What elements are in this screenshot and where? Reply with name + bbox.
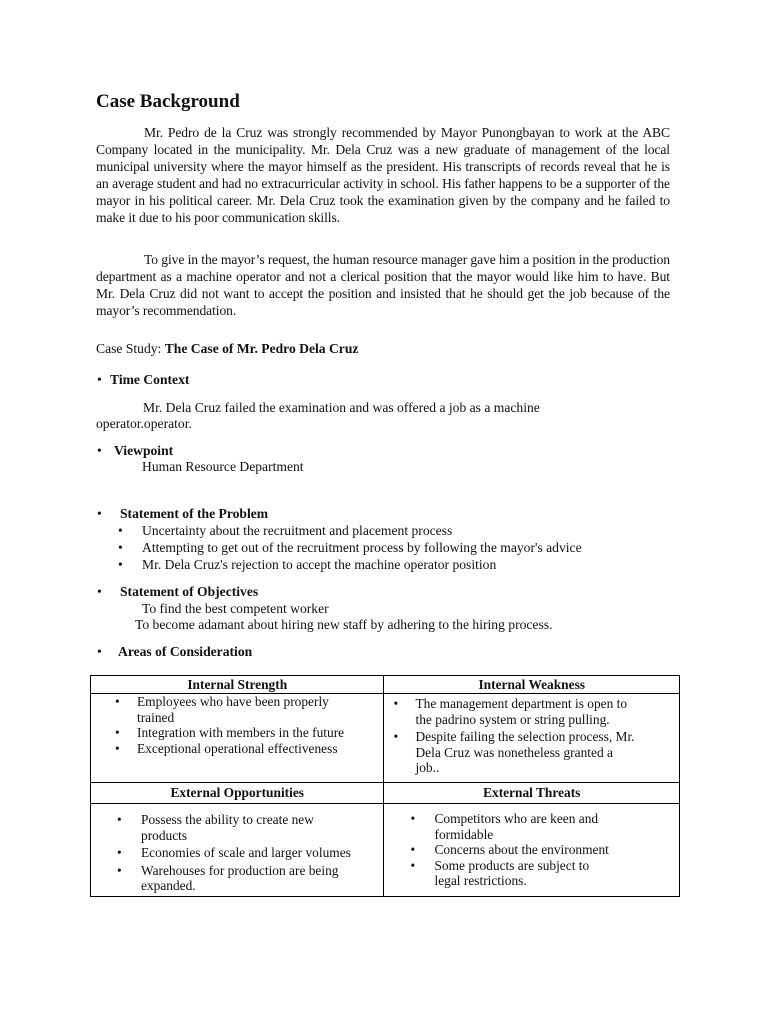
swot-item-text: Economies of scale and larger volumes <box>141 845 351 861</box>
threats-cell <box>384 804 680 897</box>
viewpoint-value: Human Resource Department <box>142 459 304 474</box>
case-study-title: The Case of Mr. Pedro Dela Cruz <box>164 341 359 356</box>
objective-item: To become adamant about hiring new staff by adhering to the hiring process. <box>135 617 553 632</box>
swot-item-text: Some products are subject to <box>434 857 590 873</box>
consideration-label: Areas of Consideration <box>118 644 253 659</box>
threats-header: External Threats <box>384 783 680 804</box>
strength-header: Internal Strength <box>91 676 384 694</box>
swot-list-item <box>91 741 383 757</box>
swot-list-item <box>384 842 679 858</box>
swot-item-text: Warehouses for production are being <box>141 862 339 878</box>
weakness-header: Internal Weakness <box>384 676 680 694</box>
bullet-icon: • <box>97 584 102 599</box>
swot-item-text: products <box>141 827 188 843</box>
bullet-icon: • <box>118 523 123 538</box>
bullet-icon: • <box>117 862 122 878</box>
problem-item: Attempting to get out of the recruitment process by following the mayor's advice <box>142 540 582 555</box>
swot-list-item <box>384 858 679 889</box>
bullet-icon: • <box>115 740 120 756</box>
swot-list-item <box>91 863 383 894</box>
time-context-line-1: Mr. Dela Cruz failed the examination and was offered a job as a machine <box>143 400 540 415</box>
swot-item-text: Concerns about the environment <box>434 842 609 858</box>
weakness-list <box>384 694 679 776</box>
swot-header-row <box>91 783 680 804</box>
bullet-icon: • <box>117 812 122 827</box>
objectives-label: Statement of Objectives <box>120 584 259 599</box>
swot-list-item <box>384 729 679 776</box>
swot-item-text: Integration with members in the future <box>137 725 345 741</box>
paragraph-request: To give in the mayor’s request, the human resource manager gave him a position in the production department as a machine operator and not a clerical position that the mayor would like him to have. But Mr. Dela Cruz did not want to accept the position and insisted that he should get the job because of the mayor’s recommendation. <box>96 252 670 318</box>
swot-item-text: legal restrictions. <box>434 873 527 889</box>
bullet-icon: • <box>393 729 399 745</box>
bullet-icon: • <box>410 811 416 826</box>
bullet-icon: • <box>115 725 120 741</box>
swot-item-text: Dela Cruz was nonetheless granted a <box>415 744 613 760</box>
swot-list-item <box>384 811 679 842</box>
swot-item-text: Possess the ability to create new <box>141 812 314 827</box>
bullet-icon: • <box>410 857 416 873</box>
time-context-line-2: operator.operator. <box>96 416 192 431</box>
bullet-icon: • <box>97 443 102 458</box>
swot-list-item <box>384 696 679 727</box>
bullet-icon: • <box>117 845 122 861</box>
paragraph-background: Mr. Pedro de la Cruz was strongly recommended by Mayor Punongbayan to work at the ABC Company located in the municipality. Mr. Dela Cruz was a new graduate of management of the local municipal university where the mayor himself as the president. His transcripts of records reveal that he is an average student and had no extracurricular activity in school. His father happens to be a supporter of the mayor in his political career. Mr. Dela Cruz took the examination given by the company and he failed to make it due to his poor communication skills. <box>96 125 670 225</box>
case-study-prefix: Case Study: <box>96 341 162 356</box>
bullet-icon: • <box>97 372 102 387</box>
opportunities-cell <box>91 804 384 897</box>
problem-label: Statement of the Problem <box>120 506 269 521</box>
swot-list-item <box>91 812 383 843</box>
swot-item-text: The management department is open to <box>415 696 628 711</box>
bullet-icon: • <box>97 644 102 659</box>
bullet-icon: • <box>118 540 123 555</box>
threats-list <box>384 804 679 889</box>
bullet-icon: • <box>410 842 416 858</box>
swot-list-item <box>91 725 383 741</box>
opportunities-list <box>91 804 383 894</box>
bullet-icon: • <box>118 557 123 572</box>
strength-cell <box>91 694 384 783</box>
swot-item-text: Exceptional operational effectiveness <box>137 740 338 756</box>
case-study-line <box>96 340 358 357</box>
problem-item: Mr. Dela Cruz's rejection to accept the machine operator position <box>142 557 497 572</box>
swot-item-text: Competitors who are keen and <box>434 811 599 826</box>
swot-item-text: the padrino system or string pulling. <box>415 711 610 727</box>
opportunities-header: External Opportunities <box>91 783 384 804</box>
swot-item-text: Despite failing the selection process, Mr. <box>415 729 635 745</box>
swot-list-item <box>91 694 383 725</box>
swot-item-text: formidable <box>434 826 494 842</box>
bullet-icon: • <box>115 694 120 709</box>
bullet-icon: • <box>97 506 102 521</box>
weakness-cell <box>384 694 680 783</box>
viewpoint-label: Viewpoint <box>114 443 174 458</box>
case-background-heading: Case Background <box>96 91 240 112</box>
bullet-icon: • <box>393 696 399 711</box>
problem-item: Uncertainty about the recruitment and placement process <box>142 523 453 538</box>
objective-item: To find the best competent worker <box>142 601 329 616</box>
swot-item-text: expanded. <box>141 878 196 894</box>
swot-item-text: trained <box>137 709 175 725</box>
time-context-label: Time Context <box>110 372 190 387</box>
swot-table <box>90 675 680 897</box>
swot-header-row <box>91 676 680 694</box>
swot-item-text: Employees who have been properly <box>137 694 329 709</box>
strength-list <box>91 694 383 756</box>
swot-list-item <box>91 845 383 861</box>
swot-internal-row <box>91 694 680 783</box>
swot-external-row <box>91 804 680 897</box>
swot-item-text: job.. <box>415 760 440 776</box>
